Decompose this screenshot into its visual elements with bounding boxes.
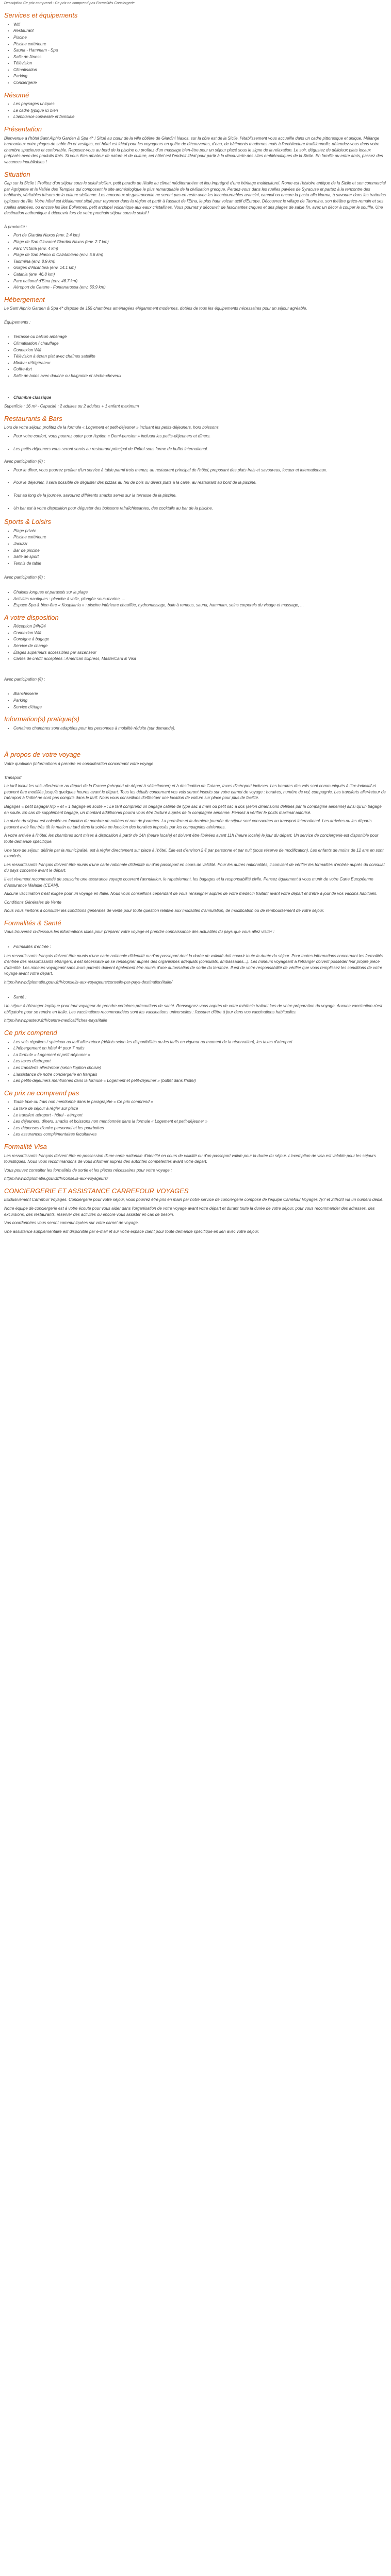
restaurants-section xyxy=(4,415,387,511)
list-item: • L'ambiance conviviale et familiale xyxy=(13,114,387,120)
comprend-list xyxy=(4,1039,387,1084)
cgv-text: Nous vous invitons à consulter les conditions générales de vente pour toute question relative aux modalités d'annulation, de modification ou de remboursement de votre séjour. xyxy=(4,908,324,913)
list-item: • Les assurances complémentaires facultatives xyxy=(13,1131,387,1138)
list-item: • Climatisation / chauffage xyxy=(13,341,387,347)
hebergement-title: Hébergement xyxy=(4,295,45,303)
taxe-text: Une taxe de séjour, définie par la municipalité, est à régler directement sur place à l'hôtel. Elle est d'environ 2 € par personne et par nuit (sous réserve de modification). Les enfants de moins de 12 ans en sont exonérés. xyxy=(4,848,384,859)
proximity-list xyxy=(4,232,387,290)
sports-paid-list xyxy=(4,589,387,608)
visa-text: Les ressortissants français doivent être en possession d'une carte nationale d'identité en cours de validité ou d'un passeport valide pour la durée du séjour. L'exemption de visa est valable pour les séjours touristiques. Nous vous recommandons de vous informer auprès des autorités compétentes avant votre départ. xyxy=(4,1153,376,1164)
list-item: • L'assistance de notre conciergerie en français xyxy=(13,1072,387,1078)
list-item: • Port de Giardini Naxos (env. 2.4 km) xyxy=(13,232,387,239)
equipment-label: Équipements : xyxy=(4,319,31,325)
list-item: • Parking xyxy=(13,73,387,79)
list-item: • Parc Victoria (env. 4 km) xyxy=(13,246,387,252)
list-item: • Espace Spa & bien-être « Koupilania » : piscine intérieure chauffée, hydromassage, bain à remous, sauna, hammam, soins corporels du visage et massage, ... xyxy=(13,602,387,608)
list-item: • Parc national d'Etna (env. 46.7 km) xyxy=(13,278,387,284)
restaurants-title: Restaurants & Bars xyxy=(4,414,62,422)
assurance-text: Il est vivement recommandé de souscrire une assurance voyage couvrant l'annulation, le rapatriement, les bagages et la responsabilité civile. Pensez également à vous munir de votre Carte Européenne d'Assurance Maladie (CEAM). xyxy=(4,876,373,888)
list-item: • Restaurant xyxy=(13,28,387,34)
list-item: • Le transfert aéroport - hôtel - aéroport xyxy=(13,1112,387,1118)
list-item: • Chaises longues et parasols sur la plage xyxy=(13,589,387,596)
conciergerie-title: CONCIERGERIE ET ASSISTANCE CARREFOUR VOYAGES xyxy=(4,1187,189,1195)
list-item: • Les transferts aller/retour (selon l'option choisie) xyxy=(13,1065,387,1071)
situation-section xyxy=(4,171,387,291)
services-section xyxy=(4,11,387,86)
apropos-intro: Votre quotidien (informations à prendre en considération concernant votre voyage xyxy=(4,761,154,767)
list-item: • Formalités d'entrée : xyxy=(13,944,387,950)
disposition-paid-list xyxy=(4,691,387,710)
list-item: • Plage de San Marco di Calatabiano (env. 5.6 km) xyxy=(13,252,387,258)
page xyxy=(0,0,391,1234)
formalites-text: Les ressortissants français doivent être munis d'une carte nationale d'identité ou d'un passeport dont la durée de validité doit couvrir toute la durée du séjour. Pour toutes informations concernant les formalités d'entrée des ressortissants étrangers, il est nécessaire de se renseigner auprès des organismes adéquats (consulats, ambassades...). Les mineurs voyageant à l'étranger doivent posséder leur propre pièce d'identité. Les mineurs voyageant sans leurs parents doivent également être munis d'une autorisation de sortie du territoire. Il est de votre responsabilité de vérifier que vous remplissez les conditions de votre voyage avant votre départ. xyxy=(4,953,383,976)
list-item: • Tout au long de la journée, savourez différents snacks servis sur la terrasse de la piscine. xyxy=(13,493,387,499)
disposition-title: A votre disposition xyxy=(4,613,59,621)
presentation-section xyxy=(4,125,387,165)
visa-link[interactable]: https://www.diplomatie.gouv.fr/fr/conseils-aux-voyageurs/ xyxy=(4,1176,108,1181)
formalites-link-1[interactable]: https://www.diplomatie.gouv.fr/fr/conseils-aux-voyageurs/conseils-par-pays-destination/italie/ xyxy=(4,980,173,985)
list-item: • Toute taxe ou frais non mentionné dans le paragraphe « Ce prix comprend » xyxy=(13,1099,387,1105)
services-list xyxy=(4,22,387,86)
presentation-text: Bienvenue à l'hôtel Sant Alphio Garden & Spa 4* ! Situé au cœur de la ville côtière de Giardini Naxos, sur la côte est de la Sicile, l'établissement vous accueille dans un cadre pittoresque et unique. Mélange harmonieux entre plages de sable fin et vestiges, cet hôtel est idéal pour les voyageurs en quête de découvertes, d'eau, de bâtiments modernes mais à l'architecture traditionnelle, détendez-vous dans votre chambre spacieuse et confortable. Reposez-vous au bord de la piscine ou profitez d'un massage bien-être pour un séjour placé sous le signe de la relaxation. Le soir, dégustez de délicieux plats locaux préparés avec des produits frais. Si vous êtes amateur de nature et de culture, cet hôtel est l'endroit idéal pour partir à la découverte des sites emblématiques de la Sicile. En famille ou entre amis, passez des vacances inoubliables ! xyxy=(4,135,383,165)
services-title: Services et équipements xyxy=(4,11,78,20)
list-item: • Les dépenses d'ordre personnel et les pourboires xyxy=(13,1125,387,1131)
list-item: • Un bar est à votre disposition pour déguster des boissons rafraîchissantes, des cocktails au bar de la piscine. xyxy=(13,505,387,512)
list-item: • Salle de fitness xyxy=(13,54,387,60)
list-item: • Piscine xyxy=(13,35,387,41)
ne-comprend-title: Ce prix ne comprend pas xyxy=(4,1089,79,1097)
formalites-title: Formalités & Santé xyxy=(4,919,61,927)
duree-text: La durée du séjour est calculée en fonction du nombre de nuitées et non de journées. La première et la dernière journée du séjour sont consacrées au transport international. Les arrivées ou les départs peuvent avoir lieu très tôt le matin ou tard dans la soirée en fonction des horaires imposés par les compagnies aériennes. xyxy=(4,819,372,829)
ne-comprend-section xyxy=(4,1089,387,1138)
list-item: • Parking xyxy=(13,698,387,704)
list-item: • Les petits-déjeuners mentionnés dans la formule « Logement et petit-déjeuner » (buffet dans l'hôtel) xyxy=(13,1078,387,1084)
info-title: Information(s) pratique(s) xyxy=(4,715,79,723)
room-list xyxy=(4,395,387,401)
apropos-formalites-text: Les ressortissants français doivent être munis d'une carte nationale d'identité ou d'un passeport en cours de validité. Pour les autres nationalités, il convient de vérifier les formalités d'entrée auprès du consulat du pays concerné avant le départ. xyxy=(4,862,385,873)
formalites-link-2[interactable]: https://www.pasteur.fr/fr/centre-medical/fiches-pays/italie xyxy=(4,1018,107,1023)
room-type: • Chambre classique xyxy=(13,395,387,401)
transport-label: Transport xyxy=(4,775,22,780)
visa-title: Formalité Visa xyxy=(4,1142,47,1150)
hebergement-text: Le Sant Alphio Garden & Spa 4* dispose de 155 chambres aménagées élégamment modernes, dotées de tous les équipements nécessaires pour un séjour agréable. xyxy=(4,306,307,311)
list-item: • Connexion Wifi xyxy=(13,347,387,353)
sports-list xyxy=(4,528,387,567)
sports-title: Sports & Loisirs xyxy=(4,518,52,526)
presentation-title: Présentation xyxy=(4,125,42,133)
formalites-list xyxy=(4,944,387,950)
sports-paid-label: Avec participation (€) : xyxy=(4,575,45,580)
apropos-title: À propos de votre voyage xyxy=(4,751,81,759)
list-item: • Le cadre typique ici bien xyxy=(13,108,387,114)
list-item: • Consigne à bagage xyxy=(13,636,387,642)
list-item: • Sauna - Hammam - Spa xyxy=(13,47,387,54)
equipment-list xyxy=(4,334,387,379)
transport-text: Le tarif inclut les vols aller/retour au départ de la France (aéroport de départ à sélectionner) et à destination de Catane, taxes d'aéroport incluses. Les horaires des vols sont communiqués à titre indicatif et peuvent être modifiés jusqu'à quelques heures avant le départ. Tous les détails concernant vos vols seront inscrits sur votre carnet de voyage : horaires, numéro de vol, compagnie. Les transferts aller/retour de l'aéroport à l'hôtel ne sont pas compris dans le tarif. Nous vous conseillons d'effectuer une location de voiture sur place pour plus de facilité. xyxy=(4,784,386,801)
list-item: • Télévision à écran plat avec chaînes satellite xyxy=(13,353,387,360)
list-item: • Étages supérieurs accessibles par ascenseur xyxy=(13,650,387,656)
list-item: • Les taxes d'aéroport xyxy=(13,1058,387,1064)
apropos-section xyxy=(4,751,387,913)
list-item: • Salle de sport xyxy=(13,554,387,560)
list-item: • Plage de San Giovanni Giardini Naxos (env. 2.7 km) xyxy=(13,239,387,245)
visa-section xyxy=(4,1143,387,1182)
list-item: • Cartes de crédit acceptées : American Express, MasterCard & Visa xyxy=(13,656,387,662)
list-item: • Plage privée xyxy=(13,528,387,534)
chambre-text: À votre arrivée à l'hôtel, les chambres sont mises à disposition à partir de 14h (heure locale) et doivent être libérées avant 11h (heure locale) le jour du départ. Un service de conciergerie est disponible pour toute demande spécifique. xyxy=(4,833,379,844)
list-item: • Activités nautiques : planche à voile, plongée sous-marine, ... xyxy=(13,596,387,602)
list-item: • Terrasse ou balcon aménagé xyxy=(13,334,387,340)
restaurants-paid-label: Avec participation (€) : xyxy=(4,459,45,464)
list-item: • Gorges d'Alcantara (env. 14.1 km) xyxy=(13,265,387,271)
list-item: • Aéroport de Catane - Fontanarossa (env. 60.9 km) xyxy=(13,284,387,291)
list-item: • Pour votre confort, vous pourrez opter pour l'option « Demi-pension » incluant les petits-déjeuners et dîners. xyxy=(13,433,387,439)
disposition-paid-label: Avec participation (€) : xyxy=(4,676,45,682)
list-item: • Conciergerie xyxy=(13,80,387,86)
list-item: • Minibar réfrigérateur xyxy=(13,360,387,366)
conciergerie-section xyxy=(4,1187,387,1235)
list-item: • Les petits-déjeuners vous seront servis au restaurant principal de l'hôtel sous forme de buffet international. xyxy=(13,446,387,452)
disposition-list xyxy=(4,623,387,662)
list-item: • Piscine extérieure xyxy=(13,534,387,540)
list-item: • Réception 24h/24 xyxy=(13,623,387,630)
list-item: • Service de change xyxy=(13,643,387,649)
list-item: • Les déjeuners, dîners, snacks et boissons non mentionnés dans la formule « Logement et petit-déjeuner » xyxy=(13,1118,387,1125)
cgv-label: Conditions Générales de Vente xyxy=(4,900,61,905)
list-item: • Climatisation xyxy=(13,67,387,73)
list-item: • Bar de piscine xyxy=(13,548,387,554)
list-item: • Salle de bains avec douche ou baignoire et sèche-cheveux xyxy=(13,373,387,379)
breadcrumb: Description Ce prix comprend - Ce prix ne comprend pas Formalités Conciergerie xyxy=(4,2,135,5)
list-item: • La formule « Logement et petit-déjeuner » xyxy=(13,1052,387,1058)
list-item: • Pour le dîner, vous pourrez profiter d'un service à table parmi trois menus, au restaurant principal de l'hôtel, proposant des plats frais et savoureux, locaux et internationaux. xyxy=(13,467,387,473)
list-item: • Blanchisserie xyxy=(13,691,387,697)
list-item: • Télévision xyxy=(13,60,387,66)
situation-text: Cap sur la Sicile ! Profitez d'un séjour sous le soleil sicilien, petit paradis de l'Italie au climat méditerranéen et lieu imprégné d'une héritage multiculturel. Rome est l'histoire antique de la Sicile et son commercial par Agrigente et la Vallée des Temples qui composent le site archéologique le plus remarquable de la civilisation grecque. Perdez-vous dans les ruelles pavées de Syracuse et partez à la rencontre des habitants, véritables trésors de la culture sicilienne. Les amoureux de gastronomie ne seront pas en reste avec les incontournables arancini, cannoli ou encore la pasta alla Norma, à savourer dans les trattorias typiques de l'île. Votre hôtel est idéalement situé pour rayonner dans la région et partir à l'assaut de l'Etna, le plus haut volcan actif d'Europe. Découvrez le village de Taormina, son théâtre gréco-romain et ses ruelles animées, ou encore les îles Éoliennes, petit archipel volcanique aux eaux cristallines. Vous pourrez y découvrir de fascinantes criques et des plages de sable fin, avec un décor à couper le souffle. Une destination authentique à découvrir lors de votre prochain séjour sous le soleil ! xyxy=(4,181,386,216)
list-item: • Santé : xyxy=(13,994,387,1001)
situation-title: Situation xyxy=(4,170,30,178)
list-item: • Tennis de table xyxy=(13,561,387,567)
conciergerie-text-3: Vos coordonnées vous seront communiquées sur votre carnet de voyage. xyxy=(4,1221,139,1226)
restaurants-list xyxy=(4,433,387,452)
conciergerie-text-1: Exclusivement Carrefour Voyages. Conciergerie pour votre séjour, vous pourrez être pris en main par notre service de conciergerie composé de l'équipe Carrefour Voyages 7j/7 et 24h/24 via un numéro dédié. xyxy=(4,1197,384,1202)
conciergerie-text-4: Une assistance supplémentaire est disponible par e-mail et sur votre espace client pour toute demande spécifique en lien avec votre séjour. xyxy=(4,1229,259,1234)
list-item: • Les paysages uniques xyxy=(13,101,387,107)
list-item: • Wifi xyxy=(13,22,387,28)
room-details: Superficie : 16 m² - Capacité : 2 adultes ou 2 adultes + 1 enfant maximum xyxy=(4,404,139,409)
list-item: • Jacuzzi xyxy=(13,541,387,547)
sports-section xyxy=(4,518,387,608)
comprend-title: Ce prix comprend xyxy=(4,1029,57,1037)
list-item: • Service d'étage xyxy=(13,704,387,710)
comprend-section xyxy=(4,1029,387,1084)
hebergement-section xyxy=(4,296,387,410)
list-item: • Pour le déjeuner, il sera possible de déguster des pizzas au feu de bois ou divers plats à la carte, au restaurant au bord de la piscine. xyxy=(13,480,387,486)
proximity-label: À proximité : xyxy=(4,224,27,229)
formalites-intro: Vous trouverez ci-dessous les informations utiles pour préparer votre voyage et prendre connaissance des actualités du pays que vous allez visiter : xyxy=(4,929,274,935)
resume-title: Résumé xyxy=(4,91,29,99)
info-list xyxy=(4,725,387,732)
list-item: • Piscine extérieure xyxy=(13,41,387,47)
list-item: • Certaines chambres sont adaptées pour les personnes à mobilité réduite (sur demande). xyxy=(13,725,387,732)
conciergerie-text-2: Notre équipe de conciergerie est à votre écoute pour vous aider dans l'organisation de votre voyage avant votre départ et durant toute la durée de votre séjour, pour vous recommander des adresses, des excursions, des restaurants, réserver des activités ou encore vous assister en cas de besoin. xyxy=(4,1206,375,1217)
list-item: • Catania (env. 46.8 km) xyxy=(13,272,387,278)
formalites-sante-text: Un séjour à l'étranger implique pour tout voyageur de prendre certaines précautions de santé. Renseignez-vous auprès de votre médecin traitant lors de votre préparation du voyage. Aucune vaccination n'est obligatoire pour se rendre en Italie. Les vaccinations recommandées sont les vaccinations universelles : l'assurer d'être à jour dans vos vaccinations habituelles. xyxy=(4,1004,382,1014)
restaurants-intro: Lors de votre séjour, profitez de la formule « Logement et petit-déjeuner » incluant les petits-déjeuners, hors boissons. xyxy=(4,425,220,430)
ne-comprend-list xyxy=(4,1099,387,1138)
list-item: • Les vols réguliers / spéciaux au tarif aller-retour (définis selon les disponibilités ou les tarifs en vigueur au moment de la réservation), les taxes d'aéroport xyxy=(13,1039,387,1045)
visa-sub: Vous pouvez consulter les formalités de sortie et les pièces nécessaires pour votre voyage : xyxy=(4,1167,172,1173)
list-item: • Connexion Wifi xyxy=(13,630,387,636)
list-item: • Taormina (env. 8.9 km) xyxy=(13,259,387,265)
resume-section xyxy=(4,91,387,120)
bagages-text: Bagages « petit bagage/Trip » et « 1 bagage en soute » : Le tarif comprend un bagage cabine de type sac à main ou petit sac à dos (selon dimensions définies par la compagnie aérienne) ainsi qu'un bagage en soute. En cas de supplément bagage, un montant additionnel pourra vous être facturé auprès de la compagnie aérienne. Pensez à vérifier le poids maximal autorisé. xyxy=(4,804,382,815)
list-item: • La taxe de séjour à régler sur place xyxy=(13,1106,387,1112)
list-item: • Coffre-fort xyxy=(13,366,387,372)
list-item: • L'hébergement en hôtel 4* pour 7 nuits xyxy=(13,1045,387,1052)
sante-list xyxy=(4,994,387,1001)
info-section xyxy=(4,715,387,731)
resume-list xyxy=(4,101,387,120)
disposition-section xyxy=(4,614,387,710)
sante-text: Aucune vaccination n'est exigée pour un voyage en Italie. Nous vous conseillons cependant de vous renseigner auprès de votre médecin traitant avant votre départ et d'être à jour de vos vaccins habituels. xyxy=(4,891,378,896)
restaurants-paid-list xyxy=(4,467,387,511)
formalites-section xyxy=(4,919,387,1024)
